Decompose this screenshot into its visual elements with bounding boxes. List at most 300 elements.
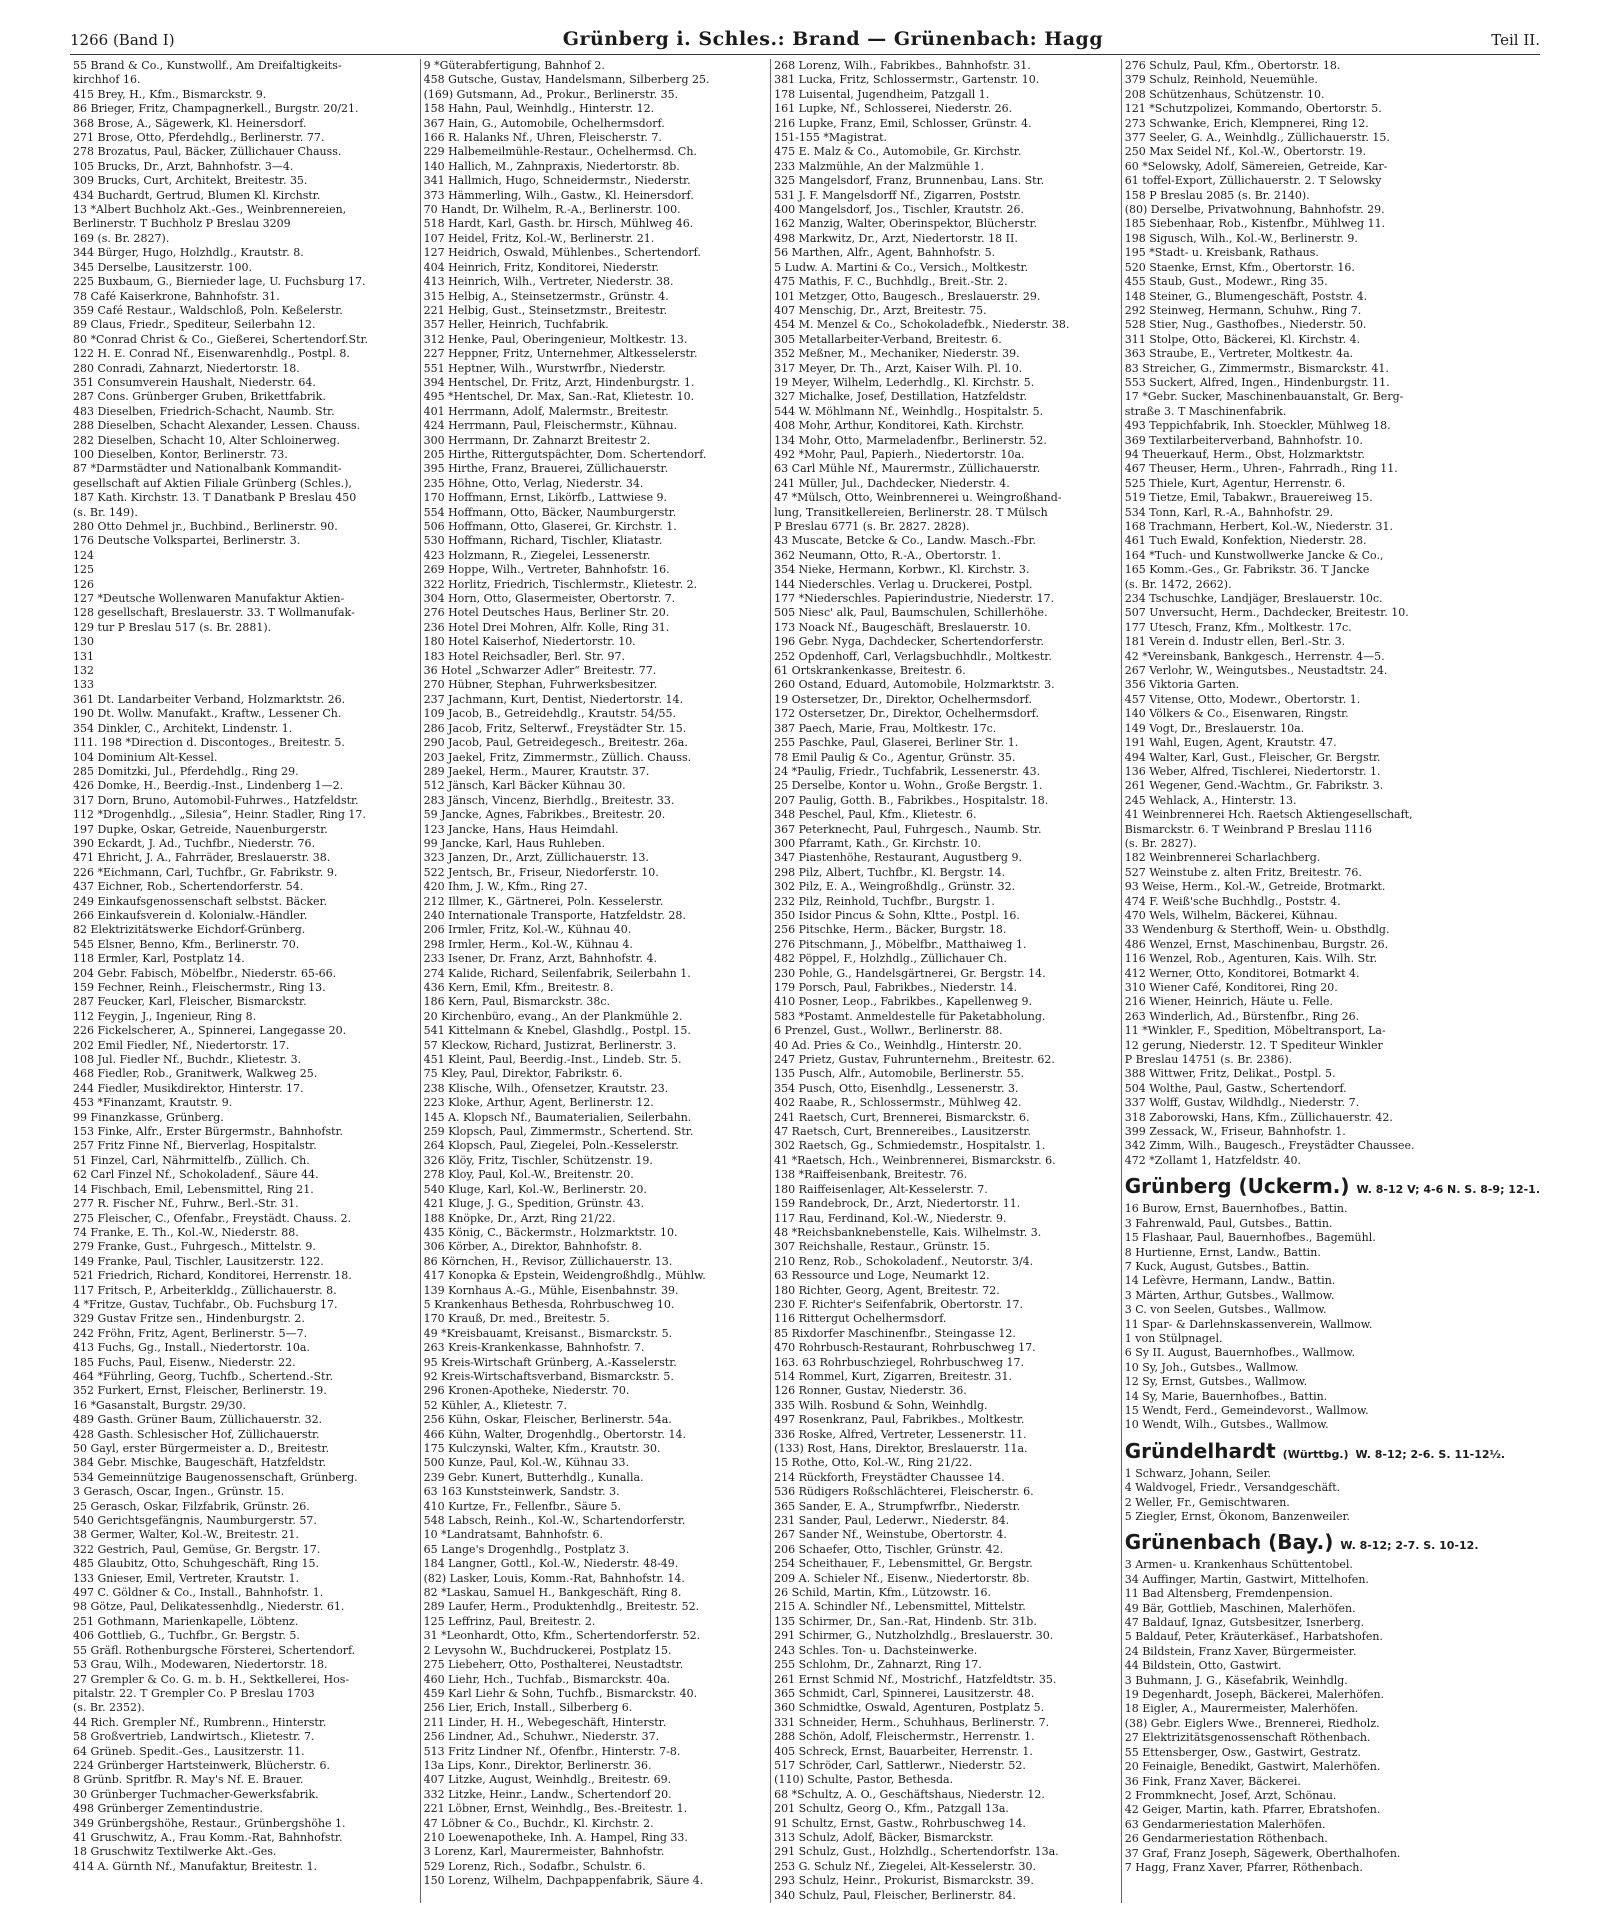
directory-entry: 318 Zaborowski, Hans, Kfm., Züllichauerstr. 42. bbox=[1124, 1110, 1393, 1124]
directory-entry: (s. Br. 2352). bbox=[73, 1701, 145, 1715]
directory-entry: 62 Carl Finzel Nf., Schokoladenf., Säure 44. bbox=[73, 1168, 319, 1182]
directory-entry: (169) Gutsmann, Ad., Prokur., Berlinerstr. 35. bbox=[423, 87, 679, 101]
directory-entry: 85 Rixdorfer Maschinenfbr., Steingasse 12. bbox=[774, 1326, 1016, 1340]
directory-entry: 251 Gothmann, Marienkapelle, Löbtenz. bbox=[73, 1614, 299, 1628]
directory-entry: 277 R. Fischer Nf., Fuhrw., Berl.-Str. 31. bbox=[73, 1197, 299, 1211]
directory-entry: 517 Schröder, Carl, Sattlerwr., Niederstr. 52. bbox=[774, 1758, 1026, 1772]
directory-entry: 123 Jancke, Hans, Haus Heimdahl. bbox=[423, 822, 619, 836]
directory-entry: 211 Linder, H. H., Webegeschäft, Hinterstr. bbox=[423, 1715, 667, 1729]
directory-entry: 287 Cons. Grünberger Gruben, Brikettfabrik. bbox=[73, 390, 326, 404]
directory-entry: 470 Wels, Wilhelm, Bäckerei, Kühnau. bbox=[1124, 908, 1338, 922]
directory-entry: 149 Vogt, Dr., Breslauerstr. 10a. bbox=[1124, 721, 1305, 735]
directory-entry: 14 Fischbach, Emil, Lebensmittel, Ring 21. bbox=[73, 1182, 314, 1196]
section-entries-gruenenbach bbox=[1125, 1558, 1540, 1875]
directory-entry: 166 R. Halanks Nf., Uhren, Fleischerstr. 7. bbox=[423, 131, 662, 145]
directory-entry: 377 Seeler, G. A., Weinhdlg., Züllichauerstr. 15. bbox=[1124, 131, 1390, 145]
directory-entry: 108 Jul. Fiedler Nf., Buchdr., Klietestr. 3. bbox=[73, 1053, 302, 1067]
directory-entry: 111. 198 *Direction d. Discontoges., Breitestr. 5. bbox=[73, 736, 345, 750]
directory-entry: 127 *Deutsche Wollenwaren Manufaktur Aktien- bbox=[73, 592, 345, 606]
directory-entry: 201 Schultz, Georg O., Kfm., Patzgall 13a. bbox=[774, 1802, 1009, 1816]
directory-entry: 94 Theuerkauf, Herm., Obst, Holzmarktstr. bbox=[1124, 447, 1365, 461]
directory-entry: 1 von Stülpnagel. bbox=[1124, 1331, 1223, 1345]
directory-entry: 276 Pitschmann, J., Möbelfbr., Matthaiweg 1. bbox=[774, 937, 1027, 951]
directory-entry: 394 Hentschel, Dr. Fritz, Arzt, Hindenburgstr. 1. bbox=[423, 375, 695, 389]
directory-entry: 311 Stolpe, Otto, Bäckerei, Kl. Kirchstr. 4. bbox=[1124, 332, 1361, 346]
directory-entry: 257 Fritz Finne Nf., Bierverlag, Hospitalstr. bbox=[73, 1139, 317, 1153]
directory-entry: 140 Hallich, M., Zahnpraxis, Niedertorstr. 8b. bbox=[423, 159, 680, 173]
directory-entry: 457 Vitense, Otto, Modewr., Obertorstr. 1. bbox=[1124, 692, 1361, 706]
directory-entry: 474 F. Weiß'sche Buchhdlg., Poststr. 4. bbox=[1124, 894, 1341, 908]
directory-entry: 390 Eckardt, J. Ad., Tuchfbr., Niederstr. 76. bbox=[73, 836, 316, 850]
directory-entry: 34 Auffinger, Martin, Gastwirt, Mittelhofen. bbox=[1124, 1572, 1369, 1586]
directory-entry: 292 Steinweg, Hermann, Schuhw., Ring 7. bbox=[1124, 303, 1362, 317]
directory-entry: 485 Glaubitz, Otto, Schuhgeschäft, Ring 15. bbox=[73, 1557, 320, 1571]
directory-entry: 195 *Stadt- u. Kreisbank, Rathaus. bbox=[1124, 246, 1319, 260]
directory-entry: (110) Schulte, Pastor, Bethesda. bbox=[774, 1773, 954, 1787]
directory-entry: 521 Friedrich, Richard, Konditorei, Herrenstr. 18. bbox=[73, 1269, 352, 1283]
directory-entry: 300 Pfarramt, Kath., Gr. Kirchstr. 10. bbox=[774, 836, 982, 850]
directory-entry: 518 Hardt, Karl, Gasth. br. Hirsch, Mühlweg 46. bbox=[423, 217, 694, 231]
directory-entry: 267 Sander Nf., Weinstube, Obertorstr. 4. bbox=[774, 1528, 1007, 1542]
directory-entry: 27 Elektrizitätsgenossenschaft Röthenbach. bbox=[1124, 1731, 1371, 1745]
directory-entry: 238 Klische, Wilh., Ofensetzer, Krautstr. 23. bbox=[423, 1081, 669, 1095]
directory-entry: 276 Hotel Deutsches Haus, Berliner Str. 20. bbox=[423, 606, 670, 620]
directory-entry: 216 Wiener, Heinrich, Häute u. Felle. bbox=[1124, 995, 1334, 1009]
directory-entry: 271 Brose, Otto, Pferdehdlg., Berlinerstr. 77. bbox=[73, 131, 325, 145]
directory-entry: 64 Grüneb. Spedit.-Ges., Lausitzerstr. 11. bbox=[73, 1744, 305, 1758]
directory-entry: 207 Paulig, Gotth. B., Fabrikbes., Hospitalstr. 18. bbox=[774, 793, 1049, 807]
directory-entry: 158 P Breslau 2085 (s. Br. 2140). bbox=[1124, 188, 1310, 202]
directory-entry: 169 (s. Br. 2827). bbox=[73, 231, 170, 245]
directory-entry: 322 Horlitz, Friedrich, Tischlermstr., Klietestr. 2. bbox=[423, 577, 698, 591]
directory-entry: 2 Frommknecht, Josef, Arzt, Schönau. bbox=[1124, 1788, 1337, 1802]
directory-entry: 164 *Tuch- und Kunstwollwerke Jancke & Co., bbox=[1124, 548, 1384, 562]
directory-entry: 78 Café Kaiserkrone, Bahnhofstr. 31. bbox=[73, 289, 280, 303]
directory-entry: 25 Derselbe, Kontor u. Wohn., Große Bergstr. 1. bbox=[774, 779, 1043, 793]
directory-entry: 497 Rosenkranz, Paul, Fabrikbes., Moltkestr. bbox=[774, 1413, 1025, 1427]
directory-entry: 197 Dupke, Oskar, Getreide, Nauenburgerstr. bbox=[73, 822, 328, 836]
directory-entry: 362 Neumann, Otto, R.-A., Obertorstr. 1. bbox=[774, 548, 1002, 562]
directory-entry: 185 Fuchs, Paul, Eisenw., Niederstr. 22. bbox=[73, 1355, 296, 1369]
directory-entry: 191 Wahl, Eugen, Agent, Krautstr. 47. bbox=[1124, 736, 1337, 750]
directory-entry: 541 Kittelmann & Knebel, Glashdlg., Postpl. 15. bbox=[423, 1024, 691, 1038]
directory-entry: 107 Heidel, Fritz, Kol.-W., Berlinerstr. 21. bbox=[423, 231, 655, 245]
directory-entry: 256 Lier, Erich, Install., Silberberg 6. bbox=[423, 1701, 633, 1715]
directory-entry: 551 Heptner, Wilh., Wurstwrfbr., Niederstr. bbox=[423, 361, 666, 375]
directory-entry: 287 Feucker, Karl, Fleischer, Bismarckstr. bbox=[73, 995, 307, 1009]
directory-entry: 367 Peterknecht, Paul, Fuhrgesch., Naumb. Str. bbox=[774, 822, 1042, 836]
directory-entry: (s. Br. 1472, 2662). bbox=[1124, 577, 1232, 591]
directory-entry: 19 Meyer, Wilhelm, Lederhdlg., Kl. Kirchstr. 5. bbox=[774, 375, 1035, 389]
directory-entry: 187 Kath. Kirchstr. 13. T Danatbank P Breslau 450 bbox=[73, 491, 357, 505]
directory-entry: 548 Labsch, Reinh., Kol.-W., Schartendorferstr. bbox=[423, 1514, 686, 1528]
directory-entry: (82) Lasker, Louis, Komm.-Rat, Bahnhofstr. 14. bbox=[423, 1571, 685, 1585]
directory-entry: 356 Viktoria Garten. bbox=[1124, 678, 1240, 692]
directory-entry: 466 Kühn, Walter, Drogenhdlg., Obertorstr. 14. bbox=[423, 1427, 686, 1441]
directory-entry: 12 gerung, Niederstr. 12. T Spediteur Winkler bbox=[1124, 1038, 1383, 1052]
directory-entry: 153 Finke, Alfr., Erster Bürgermstr., Bahnhofstr. bbox=[73, 1125, 344, 1139]
directory-entry: 520 Staenke, Ernst, Kfm., Obertorstr. 16. bbox=[1124, 260, 1355, 274]
directory-entry: 340 Schulz, Paul, Fleischer, Berlinerstr. 84. bbox=[774, 1888, 1016, 1902]
directory-entry: 232 Pilz, Reinhold, Tuchfbr., Burgstr. 1. bbox=[774, 894, 995, 908]
directory-entry: 175 Kulczynski, Walter, Kfm., Krautstr. 30. bbox=[423, 1442, 661, 1455]
directory-entry: 275 Fleischer, C., Ofenfabr., Freystädt. Chauss. 2. bbox=[73, 1211, 352, 1225]
directory-entry: 59 Jancke, Agnes, Fabrikbes., Breitestr. 20. bbox=[423, 808, 666, 822]
directory-entry: 161 Lupke, Nf., Schlosserei, Niederstr. 26. bbox=[774, 102, 1013, 116]
directory-entry: 11 Spar- & Darlehnskassenverein, Wallmow. bbox=[1124, 1317, 1373, 1331]
directory-entry: 172 Ostersetzer, Dr., Direktor, Ochelhermsdorf. bbox=[774, 707, 1039, 721]
directory-entry: 437 Eichner, Rob., Schertendorferstr. 54. bbox=[73, 880, 304, 894]
directory-entry: 162 Manzig, Walter, Oberinspektor, Blücherstr. bbox=[774, 217, 1037, 231]
directory-entry: 3 Buhmann, J. G., Käsefabrik, Weinhdlg. bbox=[1124, 1673, 1348, 1687]
directory-entry: 33 Wendenburg & Sterthoff, Wein- u. Obsthdlg. bbox=[1124, 923, 1390, 937]
directory-entry: 529 Lorenz, Rich., Sodafbr., Schulstr. 6. bbox=[423, 1859, 646, 1873]
directory-entry: 317 Meyer, Dr. Th., Arzt, Kaiser Wilh. Pl. 10. bbox=[774, 361, 1023, 375]
directory-entry: 127 Heidrich, Oswald, Mühlenbes., Schertendorf. bbox=[423, 246, 701, 260]
directory-entry: 26 Schild, Martin, Kfm., Lützowstr. 16. bbox=[774, 1586, 992, 1600]
directory-entry: 268 Lorenz, Wilh., Fabrikbes., Bahnhofstr. 31. bbox=[774, 59, 1031, 72]
directory-entry: 24 *Paulig, Friedr., Tuchfabrik, Lessenerstr. 43. bbox=[774, 764, 1041, 778]
directory-entry: 86 Brieger, Fritz, Champagnerkell., Burgstr. 20/21. bbox=[73, 102, 359, 116]
directory-entry: 534 Gemeinnützige Baugenossenschaft, Grünberg. bbox=[73, 1470, 358, 1484]
directory-entry: P Breslau 6771 (s. Br. 2827. 2828). bbox=[774, 520, 970, 533]
directory-entry: 341 Hallmich, Hugo, Schneidermstr., Niederstr. bbox=[423, 174, 691, 188]
directory-entry: 460 Liehr, Hch., Tuchfab., Bismarckstr. 40a. bbox=[423, 1672, 671, 1686]
directory-entry: 354 Pusch, Otto, Eisenhdlg., Lessenerstr. 3. bbox=[774, 1081, 1019, 1095]
directory-entry: 47 Löbner & Co., Buchdr., Kl. Kirchstr. 2. bbox=[423, 1816, 654, 1830]
directory-entry: 259 Klopsch, Paul, Zimmermstr., Schertend. Str. bbox=[423, 1125, 694, 1139]
directory-entry: 230 Pohle, G., Handelsgärtnerei, Gr. Bergstr. 14. bbox=[774, 966, 1046, 980]
directory-entry: 413 Heinrich, Wilh., Vertreter, Niederstr. 38. bbox=[423, 275, 674, 289]
directory-entry: 241 Raetsch, Curt, Brennerei, Bismarckstr. 6. bbox=[774, 1110, 1030, 1124]
directory-entry: 177 Utesch, Franz, Kfm., Moltkestr. 17c. bbox=[1124, 620, 1352, 634]
column-4-entries bbox=[1125, 59, 1540, 1168]
directory-entry: 266 Einkaufsverein d. Kolonialw.-Händler. bbox=[73, 908, 308, 922]
page-number: 1266 (Band I) bbox=[70, 31, 175, 49]
directory-entry: 286 Jacob, Fritz, Selterwf., Freystädter Str. 15. bbox=[423, 721, 687, 735]
directory-entry: 6 Sy II. August, Bauernhofbes., Wallmow. bbox=[1124, 1346, 1356, 1360]
directory-entry: 354 Dinkler, C., Architekt, Lindenstr. 1. bbox=[73, 721, 293, 735]
directory-entry: 413 Fuchs, Gg., Install., Niedertorstr. 10a. bbox=[73, 1341, 310, 1355]
directory-entry: 68 *Schultz, A. O., Geschäftshaus, Niederstr. 12. bbox=[774, 1787, 1045, 1801]
directory-entry: 302 Raetsch, Gg., Schmiedemstr., Hospitalstr. 1. bbox=[774, 1139, 1046, 1153]
directory-entry: 273 Schwanke, Erich, Klempnerei, Ring 12. bbox=[1124, 116, 1369, 130]
directory-entry: 101 Metzger, Otto, Baugesch., Breslauerstr. 29. bbox=[774, 289, 1041, 303]
directory-entry: 307 Reichshalle, Restaur., Grünstr. 15. bbox=[774, 1240, 990, 1254]
directory-entry: 12 Sy, Ernst, Gutsbes., Wallmow. bbox=[1124, 1375, 1308, 1389]
directory-entry: 417 Konopka & Epstein, Weidengroßhdlg., Mühlw. bbox=[423, 1269, 706, 1283]
directory-entry: 180 Hotel Kaiserhof, Niedertorstr. 10. bbox=[423, 635, 636, 649]
directory-entry: 19 Ostersetzer, Dr., Direktor, Ochelhermsdorf. bbox=[774, 692, 1032, 706]
directory-entry: 18 Gruschwitz Textilwerke Akt.-Ges. bbox=[73, 1845, 277, 1859]
directory-entry: 20 Feinaigle, Benedikt, Gastwirt, Malerhöfen. bbox=[1124, 1760, 1381, 1774]
directory-entry: 332 Litzke, Heinr., Landw., Schertendorf 20. bbox=[423, 1787, 672, 1801]
directory-entry: 255 Schlohm, Dr., Zahnarzt, Ring 17. bbox=[774, 1658, 982, 1672]
directory-entry: 43 Muscate, Betcke & Co., Landw. Masch.-Fbr. bbox=[774, 534, 1036, 548]
directory-entry: 55 Brand & Co., Kunstwollf., Am Dreifaltigkeits- bbox=[73, 59, 342, 72]
directory-entry: 58 Großvertrieb, Landwirtsch., Klietestr. 7. bbox=[73, 1730, 315, 1744]
directory-entry: 9 *Güterabfertigung, Bahnhof 2. bbox=[423, 59, 605, 72]
directory-entry: 205 Hirthe, Rittergutspächter, Dom. Schertendorf. bbox=[423, 447, 707, 461]
directory-entry: 87 *Darmstädter und Nationalbank Kommandit- bbox=[73, 462, 342, 476]
directory-entry: 507 Unversucht, Herm., Dachdecker, Breitestr. 10. bbox=[1124, 606, 1409, 620]
directory-entry: 336 Roske, Alfred, Vertreter, Lessenerstr. 11. bbox=[774, 1427, 1027, 1441]
directory-entry: 289 Jaekel, Herm., Maurer, Krautstr. 37. bbox=[423, 764, 650, 778]
directory-entry: 540 Gerichtsgefängnis, Naumburgerstr. 57. bbox=[73, 1514, 317, 1528]
directory-entry: 63 163 Kunststeinwerk, Sandstr. 3. bbox=[423, 1485, 620, 1499]
directory-entry: Berlinerstr. T Buchholz P Breslau 3209 bbox=[73, 217, 291, 231]
directory-entry: 455 Staub, Gust., Modewr., Ring 35. bbox=[1124, 275, 1328, 289]
directory-entry: 63 Carl Mühle Nf., Maurermstr., Züllichauerstr. bbox=[774, 462, 1041, 476]
directory-entry: 381 Lucka, Fritz, Schlossermstr., Gartenstr. 10. bbox=[774, 73, 1040, 87]
directory-entry: 407 Litzke, August, Weinhdlg., Breitestr. 69. bbox=[423, 1773, 672, 1787]
directory-entry: 373 Hämmerling, Wilh., Gastw., Kl. Heinersdorf. bbox=[423, 188, 694, 202]
directory-entry: 47 Baldauf, Ignaz, Gutsbesitzer, Isnerberg. bbox=[1124, 1616, 1365, 1630]
directory-entry: 125 bbox=[73, 563, 94, 577]
directory-entry: (133) Rost, Hans, Direktor, Breslauerstr. 11a. bbox=[774, 1442, 1028, 1455]
directory-entry: 379 Schulz, Reinhold, Neuemühle. bbox=[1124, 73, 1318, 87]
directory-entry: 82 Elektrizitätswerke Eichdorf-Grünberg. bbox=[73, 923, 306, 937]
directory-entry: 13a Lips, Konr., Direktor, Berlinerstr. 36. bbox=[423, 1758, 652, 1772]
directory-entry: 51 Finzel, Carl, Nährmittelfb., Züllich. Ch. bbox=[73, 1153, 310, 1167]
directory-entry: (80) Derselbe, Privatwohnung, Bahnhofstr. 29. bbox=[1124, 203, 1385, 217]
directory-entry: 471 Ehricht, J. A., Fahrräder, Breslauerstr. 38. bbox=[73, 851, 331, 865]
directory-entry: 109 Jacob, B., Getreidehdlg., Krautstr. 54/55. bbox=[423, 707, 677, 721]
directory-entry: 30 Grünberger Tuchmacher-Gewerksfabrik. bbox=[73, 1787, 319, 1801]
directory-entry: 163. 63 Rohrbuschziegel, Rohrbuschweg 17. bbox=[774, 1355, 1025, 1369]
directory-entry: 99 Finanzkasse, Grünberg. bbox=[73, 1110, 224, 1124]
directory-entry: 150 Lorenz, Wilhelm, Dachpappenfabrik, Säure 4. bbox=[423, 1874, 704, 1888]
directory-entry: 208 Schützenhaus, Schützenstr. 10. bbox=[1124, 87, 1325, 101]
directory-entry: 7 Kuck, August, Gutsbes., Battin. bbox=[1124, 1259, 1310, 1273]
directory-entry: 525 Thiele, Kurt, Agentur, Herrenstr. 6. bbox=[1124, 476, 1346, 490]
directory-entry: 298 Pilz, Albert, Tuchfbr., Kl. Bergstr. 14. bbox=[774, 865, 1006, 879]
directory-entry: 74 Franke, E. Th., Kol.-W., Niederstr. 88. bbox=[73, 1225, 299, 1239]
directory-entry: 36 Hotel „Schwarzer Adler“ Breitestr. 77. bbox=[423, 664, 657, 678]
directory-entry: 329 Gustav Fritze sen., Hindenburgstr. 2. bbox=[73, 1312, 305, 1326]
directory-entry: 186 Kern, Paul, Bismarckstr. 38c. bbox=[423, 995, 610, 1009]
directory-entry: 234 Tschuschke, Landjäger, Breslauerstr. 10c. bbox=[1124, 592, 1383, 606]
directory-entry: 13 *Albert Buchholz Akt.-Ges., Weinbrennereien, bbox=[73, 203, 347, 217]
directory-entry: 453 *Finanzamt, Krautstr. 9. bbox=[73, 1096, 233, 1110]
directory-entry: 384 Gebr. Mischke, Baugeschäft, Hatzfeldstr. bbox=[73, 1456, 327, 1470]
directory-entry: 11 *Winkler, F., Spedition, Möbeltransport, La- bbox=[1124, 1024, 1386, 1038]
directory-entry: (s. Br. 149). bbox=[73, 505, 138, 519]
directory-entry: 93 Weise, Herm., Kol.-W., Getreide, Brotmarkt. bbox=[1124, 880, 1386, 894]
directory-entry: 387 Paech, Marie, Frau, Moltkestr. 17c. bbox=[774, 721, 997, 735]
directory-entry: 296 Kronen-Apotheke, Niederstr. 70. bbox=[423, 1384, 630, 1398]
directory-entry: 283 Jänsch, Vincenz, Bierhdlg., Breitestr. 33. bbox=[423, 793, 675, 807]
directory-entry: 504 Wolthe, Paul, Gastw., Schertendorf. bbox=[1124, 1081, 1347, 1095]
directory-entry: 129 tur P Breslau 517 (s. Br. 2881). bbox=[73, 620, 272, 634]
directory-entry: 185 Siebenhaar, Rob., Kistenfbr., Mühlweg 11. bbox=[1124, 217, 1386, 231]
column-2 bbox=[420, 59, 765, 1903]
directory-entry: 263 Winderlich, Ad., Bürstenfbr., Ring 26. bbox=[1124, 1009, 1360, 1023]
directory-entry: 70 Handt, Dr. Wilhelm, R.-A., Berlinerstr. 100. bbox=[423, 203, 681, 217]
directory-entry: 112 *Drogenhdlg., „Silesia“, Heinr. Stadler, Ring 17. bbox=[73, 808, 366, 822]
directory-entry: 310 Wiener Café, Konditorei, Ring 20. bbox=[1124, 981, 1338, 994]
directory-entry: pitalstr. 22. T Grempler Co. P Breslau 1703 bbox=[73, 1686, 315, 1700]
section-title: Grünberg (Uckerm.) bbox=[1124, 1174, 1350, 1199]
directory-entry: P Breslau 14751 (s. Br. 2386). bbox=[1124, 1053, 1293, 1067]
directory-entry: 279 Franke, Gust., Fuhrgesch., Mittelstr. 9. bbox=[73, 1240, 316, 1254]
directory-entry: 278 Brozatus, Paul, Bäcker, Züllichauer Chauss. bbox=[73, 145, 342, 159]
directory-entry: 112 Feygin, J., Ingenieur, Ring 8. bbox=[73, 1009, 257, 1023]
directory-entry: 206 Schaefer, Otto, Tischler, Grünstr. 42. bbox=[774, 1542, 1004, 1556]
directory-entry: 229 Halbemeilmühle-Restaur., Ochelhermsd. Ch. bbox=[423, 145, 697, 159]
directory-entry: 42 *Vereinsbank, Bankgesch., Herrenstr. 4—5. bbox=[1124, 649, 1385, 663]
directory-entry: 56 Marthen, Alfr., Agent, Bahnhofstr. 5. bbox=[774, 246, 996, 260]
directory-entry: 177 *Niederschles. Papierindustrie, Niederstr. 17. bbox=[774, 592, 1055, 606]
directory-entry: 270 Hübner, Stephan, Fuhrwerksbesitzer. bbox=[423, 678, 658, 692]
directory-entry: 31 *Leonhardt, Otto, Kfm., Schertendorferstr. 52. bbox=[423, 1629, 701, 1643]
directory-entry: 225 Buxbaum, G., Biernieder lage, U. Fuchsburg 17. bbox=[73, 275, 366, 289]
directory-entry: 100 Dieselben, Kontor, Berlinerstr. 73. bbox=[73, 447, 288, 461]
directory-entry: 519 Tietze, Emil, Tabakwr., Brauereiweg 15. bbox=[1124, 491, 1373, 505]
directory-entry: 239 Gebr. Kunert, Butterhdlg., Kunalla. bbox=[423, 1470, 644, 1484]
directory-entry: 554 Hoffmann, Otto, Bäcker, Naumburgerstr. bbox=[423, 505, 677, 519]
directory-entry: 241 Müller, Jul., Dachdecker, Niederstr. 4. bbox=[774, 476, 1010, 490]
directory-entry: 354 Nieke, Hermann, Korbwr., Kl. Kirchstr. 3. bbox=[774, 563, 1030, 577]
section-title: Gründelhardt bbox=[1124, 1438, 1276, 1463]
directory-entry: 19 Degenhardt, Joseph, Bäckerei, Malerhöfen. bbox=[1124, 1688, 1385, 1702]
directory-entry: 249 Einkaufsgenossenschaft selbstst. Bäcker. bbox=[73, 894, 328, 908]
directory-entry: 203 Jaekel, Fritz, Zimmermstr., Züllich. Chauss. bbox=[423, 750, 692, 764]
directory-entry: 342 Zimm, Wilh., Baugesch., Freystädter Chaussee. bbox=[1124, 1139, 1415, 1153]
directory-entry: 331 Schneider, Herm., Schuhhaus, Berlinerstr. 7. bbox=[774, 1715, 1050, 1729]
directory-entry: 82 *Laskau, Samuel H., Bankgeschäft, Ring 8. bbox=[423, 1586, 682, 1600]
directory-entry: 10 Wendt, Wilh., Gutsbes., Wallmow. bbox=[1124, 1418, 1329, 1432]
directory-entry: 25 Gerasch, Oskar, Filzfabrik, Grünstr. 26. bbox=[73, 1499, 310, 1513]
directory-entry: 530 Hoffmann, Richard, Tischler, Kliatastr. bbox=[423, 534, 663, 548]
directory-entry: 544 W. Möhlmann Nf., Weinhdlg., Hospitalstr. 5. bbox=[774, 404, 1044, 418]
directory-entry: 140 Völkers & Co., Eisenwaren, Ringstr. bbox=[1124, 707, 1349, 721]
directory-entry: 359 Café Restaur., Waldschloß, Poln. Keßelerstr. bbox=[73, 303, 343, 317]
directory-entry: 435 König, C., Bäckermstr., Holzmarktstr. 10. bbox=[423, 1225, 678, 1239]
directory-entry: 250 Max Seidel Nf., Kol.-W., Obertorstr. 19. bbox=[1124, 145, 1366, 159]
directory-entry: 10 *Landratsamt, Bahnhofstr. 6. bbox=[423, 1528, 604, 1542]
directory-entry: 322 Gestrich, Paul, Gemüse, Gr. Bergstr. 17. bbox=[73, 1542, 321, 1556]
directory-entry: 500 Kunze, Paul, Kol.-W., Kühnau 33. bbox=[423, 1456, 629, 1470]
directory-entry: 247 Prietz, Gustav, Fuhrunternehm., Breitestr. 62. bbox=[774, 1053, 1055, 1067]
directory-entry: 131 bbox=[73, 649, 94, 663]
directory-entry: 188 Knöpke, Dr., Arzt, Ring 21/22. bbox=[423, 1211, 616, 1225]
directory-entry: 223 Kloke, Arthur, Agent, Berlinerstr. 12. bbox=[423, 1096, 654, 1110]
directory-entry: 116 Wenzel, Rob., Agenturen, Kais. Wilh. Str. bbox=[1124, 952, 1378, 966]
directory-entry: 472 *Zollamt 1, Hatzfeldstr. 40. bbox=[1124, 1153, 1302, 1167]
directory-entry: 196 Gebr. Nyga, Dachdecker, Schertendorferstr. bbox=[774, 635, 1044, 649]
directory-entry: 139 Kornhaus A.-G., Mühle, Eisenbahnstr. 39. bbox=[423, 1283, 679, 1297]
directory-entry: Bismarckstr. 6. T Weinbrand P Breslau 1116 bbox=[1124, 822, 1373, 836]
section-hours: W. 8-12; 2-7. S. 10-12. bbox=[1340, 1539, 1479, 1553]
directory-entry: 235 Höhne, Otto, Verlag, Niederstr. 34. bbox=[423, 476, 644, 490]
directory-entry: 495 *Hentschel, Dr. Max, San.-Rat, Klietestr. 10. bbox=[423, 390, 695, 404]
directory-entry: 349 Grünbergshöhe, Restaur., Grünbergshöhe 1. bbox=[73, 1816, 346, 1830]
directory-entry: 124 bbox=[73, 548, 94, 562]
directory-entry: 288 Schön, Adolf, Fleischermstr., Herrenstr. 1. bbox=[774, 1730, 1035, 1744]
directory-entry: 414 A. Gürnth Nf., Manufaktur, Breitestr. 1. bbox=[73, 1859, 318, 1873]
directory-entry: 20 Kirchenbüro, evang., An der Plankmühle 2. bbox=[423, 1009, 683, 1023]
directory-entry: 27 Grempler & Co. G. m. b. H., Sektkellerei, Hos- bbox=[73, 1672, 350, 1686]
directory-entry: 145 A. Klopsch Nf., Baumaterialien, Seilerbahn. bbox=[423, 1110, 692, 1124]
directory-entry: 256 Pitschke, Herm., Bäcker, Burgstr. 18. bbox=[774, 923, 1007, 937]
directory-entry: 424 Herrmann, Paul, Fleischermstr., Kühnau. bbox=[423, 419, 678, 433]
directory-entry: 410 Posner, Leop., Fabrikbes., Kapellenweg 9. bbox=[774, 995, 1033, 1009]
directory-entry: 407 Menschig, Dr., Arzt, Breitestr. 75. bbox=[774, 303, 987, 317]
directory-entry: 184 Langner, Gottl., Kol.-W., Niederstr. 48-49. bbox=[423, 1557, 679, 1571]
directory-entry: 344 Bürger, Hugo, Holzhdlg., Krautstr. 8. bbox=[73, 246, 304, 260]
directory-entry: 18 Eigler, A., Maurermeister, Malerhöfen. bbox=[1124, 1702, 1359, 1716]
directory-entry: 126 Ronner, Gustav, Niederstr. 36. bbox=[774, 1384, 967, 1398]
directory-entry: 41 *Raetsch, Hch., Weinbrennerei, Bismarckstr. 6. bbox=[774, 1153, 1056, 1167]
directory-entry: 136 Weber, Alfred, Tischlerei, Niedertorstr. 1. bbox=[1124, 764, 1381, 778]
directory-entry: 11 Bad Altensberg, Fremdenpension. bbox=[1124, 1587, 1333, 1601]
directory-entry: 92 Kreis-Wirtschaftsverband, Bismarckstr. 5. bbox=[423, 1369, 674, 1383]
directory-entry: 261 Ernst Schmid Nf., Mostrichf., Hatzfeldtstr. 35. bbox=[774, 1672, 1057, 1686]
directory-entry: 350 Isidor Pincus & Sohn, Kltte., Postpl. 16. bbox=[774, 908, 1020, 922]
directory-entry: 352 Furkert, Ernst, Fleischer, Berlinerstr. 19. bbox=[73, 1384, 327, 1398]
directory-entry: 5 Krankenhaus Bethesda, Rohrbuschweg 10. bbox=[423, 1297, 675, 1311]
directory-entry: 86 Körnchen, H., Revisor, Züllichauerstr. 13. bbox=[423, 1254, 673, 1268]
directory-entry: 337 Wolff, Gustav, Wildhdlg., Niederstr. 7. bbox=[1124, 1096, 1360, 1110]
directory-entry: 63 Ressource und Loge, Neumarkt 12. bbox=[774, 1269, 990, 1283]
directory-entry: 475 Mathis, F. C., Buchhdlg., Breit.-Str. 2. bbox=[774, 275, 1008, 289]
directory-entry: gesellschaft auf Aktien Filiale Grünberg (Schles.), bbox=[73, 476, 352, 490]
directory-entry: 15 Rothe, Otto, Kol.-W., Ring 21/22. bbox=[774, 1456, 973, 1470]
directory-entry: 464 *Führling, Georg, Tuchfb., Schertend.-Str. bbox=[73, 1369, 334, 1383]
directory-entry: 204 Gebr. Fabisch, Möbelfbr., Niederstr. 65-66. bbox=[73, 966, 337, 980]
directory-entry: 178 Luisental, Jugendheim, Patzgall 1. bbox=[774, 87, 990, 101]
directory-entry: 263 Kreis-Krankenkasse, Bahnhofstr. 7. bbox=[423, 1341, 645, 1355]
directory-entry: 253 G. Schulz Nf., Ziegelei, Alt-Kesselerstr. 30. bbox=[774, 1859, 1036, 1873]
directory-entry: 10 Sy, Joh., Gutsbes., Wallmow. bbox=[1124, 1360, 1299, 1374]
directory-entry: 289 Laufer, Herm., Produktenhdlg., Breitestr. 52. bbox=[423, 1600, 700, 1614]
directory-entry: 117 Fritsch, P., Arbeiterkldg., Züllichauerstr. 8. bbox=[73, 1283, 337, 1297]
directory-entry: 26 Gendarmeriestation Röthenbach. bbox=[1124, 1832, 1328, 1846]
directory-entry: 335 Wilh. Rosbund & Sohn, Weinhdlg. bbox=[774, 1398, 988, 1412]
directory-entry: 531 J. F. Mangelsdorff Nf., Zigarren, Poststr. bbox=[774, 188, 1021, 202]
directory-entry: 264 Klopsch, Paul, Ziegelei, Poln.-Kesselerstr. bbox=[423, 1139, 679, 1153]
directory-entry: 553 Suckert, Alfred, Ingen., Hindenburgstr. 11. bbox=[1124, 375, 1390, 389]
directory-entry: 38 Germer, Walter, Kol.-W., Breitestr. 21. bbox=[73, 1528, 299, 1542]
directory-entry: 276 Schulz, Paul, Kfm., Obertorstr. 18. bbox=[1124, 59, 1341, 72]
section-heading-gruenenbach bbox=[1125, 1530, 1540, 1558]
directory-entry: 278 Kloy, Paul, Kol.-W., Breitenstr. 20. bbox=[423, 1168, 634, 1182]
directory-entry: 365 Sander, E. A., Strumpfwrfbr., Niederstr. bbox=[774, 1499, 1021, 1513]
directory-entry: 412 Werner, Otto, Konditorei, Botmarkt 4. bbox=[1124, 966, 1360, 980]
directory-entry: 494 Walter, Karl, Gust., Fleischer, Gr. Bergstr. bbox=[1124, 750, 1381, 764]
section-heading-gruenberg-uckerm bbox=[1125, 1174, 1540, 1202]
directory-entry: 3 Armen- u. Krankenhaus Schüttentobel. bbox=[1124, 1558, 1353, 1572]
directory-entry: 545 Elsner, Benno, Kfm., Berlinerstr. 70. bbox=[73, 937, 300, 951]
directory-entry: 44 Bildstein, Otto, Gastwirt. bbox=[1124, 1659, 1282, 1673]
column-1 bbox=[70, 59, 414, 1903]
directory-entry: 135 Pusch, Alfr., Automobile, Berlinerstr. 55. bbox=[774, 1067, 1025, 1081]
directory-entry: 149 Franke, Paul, Tischler, Lausitzerstr. 122. bbox=[73, 1254, 324, 1268]
directory-entry: 401 Herrmann, Adolf, Malermstr., Breitestr. bbox=[423, 404, 669, 418]
directory-entry: 221 Helbig, Gust., Steinsetzmstr., Breitestr. bbox=[423, 303, 668, 317]
directory-entry: 256 Lindner, Ad., Schuhwr., Niederstr. 37. bbox=[423, 1730, 660, 1744]
directory-entry: 65 Lange's Drogenhdlg., Postplatz 3. bbox=[423, 1542, 630, 1556]
directory-entry: 224 Grünberger Hartsteinwerk, Blücherstr. 6. bbox=[73, 1758, 330, 1772]
directory-entry: 254 Scheithauer, F., Lebensmittel, Gr. Bergstr. bbox=[774, 1557, 1033, 1571]
directory-entry: 363 Straube, E., Vertreter, Moltkestr. 4a. bbox=[1124, 347, 1354, 361]
section-entries-gruendelhardt bbox=[1125, 1467, 1540, 1525]
section-heading-gruendelhardt bbox=[1125, 1439, 1540, 1467]
directory-entry: 121 *Schutzpolizei, Kommando, Obertorstr. 5. bbox=[1124, 102, 1382, 116]
directory-entry: 361 Dt. Landarbeiter Verband, Holzmarktstr. 26. bbox=[73, 692, 346, 706]
directory-entry: 505 Niesc' alk, Paul, Baumschulen, Schillerhöhe. bbox=[774, 606, 1048, 620]
